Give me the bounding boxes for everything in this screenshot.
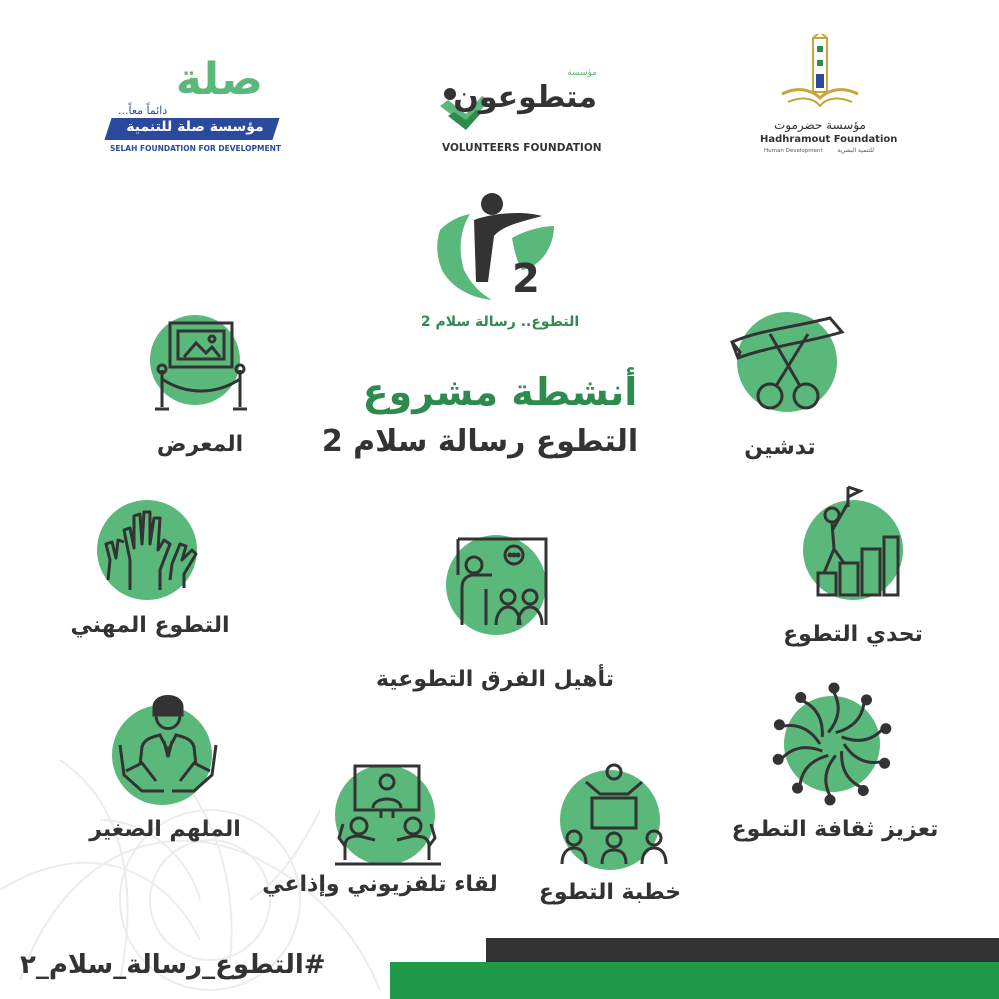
person-head (774, 755, 782, 763)
speech-label: خطبة التطوع (538, 880, 682, 905)
hadhramout-sub-ar: للتنمية البشرية (837, 147, 874, 154)
volunteers-small: مؤسسة (567, 68, 597, 78)
person-head (826, 796, 834, 804)
training-board-icon (452, 535, 552, 635)
speaker-podium-icon (560, 760, 670, 870)
project-logo (420, 190, 580, 340)
person-head (882, 725, 890, 733)
person-head (797, 694, 805, 702)
heading-line1: أنشطة مشروع (362, 370, 638, 414)
launch-label: تدشين (744, 435, 816, 460)
climbing-bars-icon (810, 485, 900, 600)
project-volunteer-icon (430, 190, 560, 305)
volunteers-logo (436, 70, 601, 160)
selah-arabic-name: مؤسسة صلة للتنمية (126, 119, 264, 135)
hadhramout-sub-en: Human Development (764, 148, 823, 154)
footer-bar-dark (486, 938, 999, 962)
teams-label: تأهيل الفرق التطوعية (375, 667, 615, 692)
hadhramout-tower-icon (778, 34, 862, 114)
person-head (775, 721, 783, 729)
exhibition-icon (150, 315, 260, 415)
hadhramout-arabic: مؤسسة حضرموت (773, 118, 866, 132)
tv-interview-icon (335, 760, 445, 870)
professional-label: التطوع المهني (70, 613, 230, 638)
hashtag: #التطوع_رسالة_سلام_٢ (20, 950, 326, 980)
person-head (859, 786, 867, 794)
raised-hands-icon (100, 500, 200, 600)
person-head (793, 784, 801, 792)
person-head (863, 696, 871, 704)
scissors-icon (730, 312, 850, 422)
selah-english-name: SELAH FOUNDATION FOR DEVELOPMENT (110, 144, 282, 153)
person-head (881, 759, 889, 767)
selah-logo (108, 54, 283, 160)
person-in-hands-icon (112, 685, 224, 803)
project-logo-caption: التطوع.. رسالة سلام 2 (420, 314, 580, 330)
selah-tagline: دائماً معاً... (118, 104, 168, 117)
footer-bar-green (390, 962, 999, 999)
person-head (830, 684, 838, 692)
culture-label: تعزيز ثقافة التطوع (731, 817, 939, 842)
volunteers-arabic: متطوعون (453, 80, 597, 115)
challenge-label: تحدي التطوع (783, 622, 923, 647)
selah-logo-mark: صلة (175, 54, 263, 105)
hadhramout-logo (760, 30, 898, 160)
hadhramout-english: Hadhramout Foundation (760, 134, 898, 145)
volunteers-english: VOLUNTEERS FOUNDATION (442, 142, 602, 154)
young-label: الملهم الصغير (89, 817, 241, 842)
heading-line2: التطوع رسالة سلام 2 (321, 424, 639, 459)
exhibition-label: المعرض (156, 432, 244, 457)
tv-label: لقاء تلفزيوني وإذاعي (262, 872, 498, 897)
circle-of-people-icon (770, 682, 894, 806)
project-logo-number: 2 (512, 256, 540, 302)
